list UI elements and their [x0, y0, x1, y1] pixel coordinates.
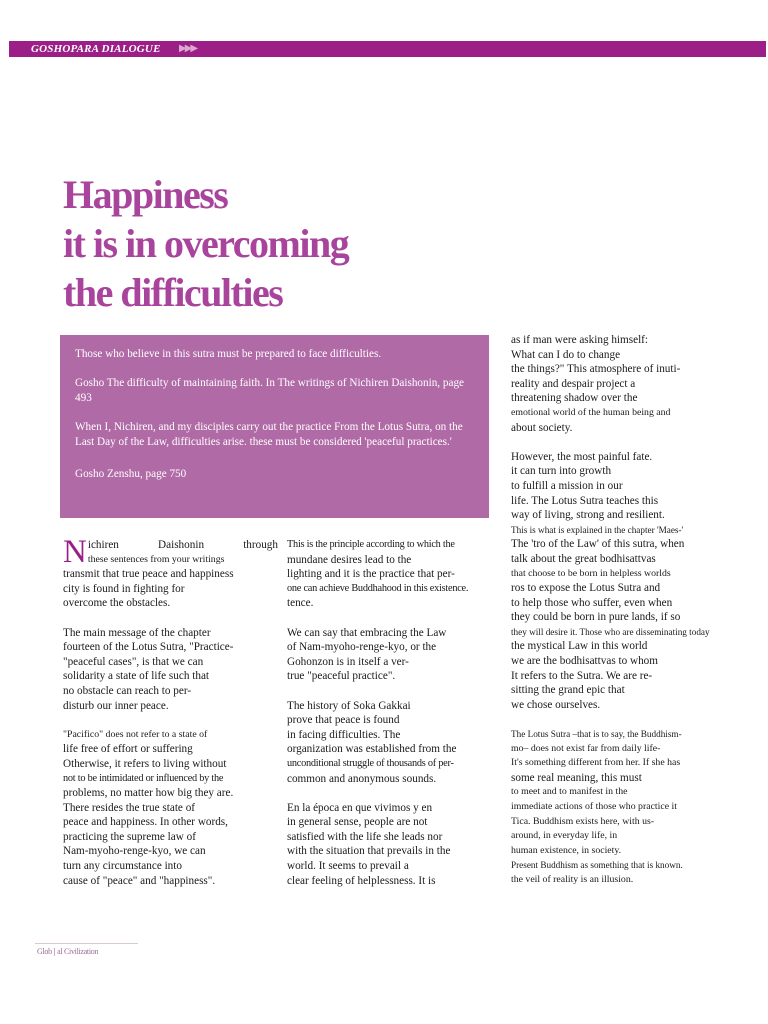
- body-line: organization was established from the: [287, 743, 457, 756]
- body-line: world. It seems to prevail a: [287, 860, 409, 873]
- body-line: tence.: [287, 597, 314, 610]
- body-line: This is what is explained in the chapter 'Maes-': [511, 524, 684, 535]
- quote-paragraph: [75, 420, 475, 450]
- article-column-3: [511, 333, 721, 902]
- body-line: It refers to the Sutra. We are re-: [511, 669, 653, 682]
- quote-paragraph: [75, 347, 475, 362]
- body-line: There resides the true state of: [63, 801, 196, 814]
- body-line: some real meaning, this must: [511, 771, 642, 784]
- quote-source: Gosho Zenshu, page 750: [75, 468, 187, 480]
- body-line: satisfied with the life she leads nor: [287, 830, 443, 843]
- article-column-2: [287, 538, 491, 903]
- body-paragraph: [511, 333, 721, 435]
- quote-line: face difficulties.: [308, 348, 382, 360]
- body-line: However, the most painful fate.: [511, 450, 653, 463]
- body-line: "Pacifico" does not refer to a state of: [63, 728, 208, 740]
- body-line: The Lotus Sutra –that is to say, the Buddhism-: [511, 729, 682, 740]
- body-paragraph: [511, 450, 721, 713]
- body-line: "peaceful cases", is that we can: [63, 655, 204, 668]
- body-paragraph: [287, 699, 491, 787]
- body-line: to fulfill a mission in our: [511, 479, 623, 492]
- body-line: as if man were asking himself:: [511, 334, 649, 346]
- body-line: We can say that embracing the Law: [287, 626, 447, 639]
- footer-brand-right: al Civilization: [57, 947, 99, 956]
- body-line: we chose ourselves.: [511, 698, 601, 711]
- quote-line: From the Lotus Sutra, on the Last Day of the Law, difficulties arise.: [75, 421, 463, 448]
- body-paragraph: [287, 801, 491, 889]
- body-line: life free of effort or suffering: [63, 743, 193, 756]
- body-line: practicing the supreme law of: [63, 830, 196, 843]
- body-line: common and anonymous sounds.: [287, 772, 437, 785]
- body-line: true "peaceful practice".: [287, 670, 396, 683]
- body-line: mo– does not exist far from daily life-: [511, 742, 661, 754]
- body-line: not to be intimidated or influenced by the: [63, 772, 224, 784]
- body-line: Tica. Buddhism exists here, with us-: [511, 815, 655, 827]
- body-paragraph: [63, 728, 278, 889]
- body-line: transmit that true peace and happiness: [63, 568, 234, 581]
- headline-line: Happiness: [63, 172, 228, 217]
- body-line: reality and despair project a: [511, 377, 636, 390]
- body-line: in facing difficulties. The: [287, 728, 401, 741]
- body-line: peace and happiness. In other words,: [63, 816, 228, 829]
- body-line: overcome the obstacles.: [63, 597, 171, 610]
- headline-line: it is in overcoming: [63, 221, 349, 266]
- quote-line: these must be considered 'peaceful practices.': [249, 436, 452, 448]
- triple-arrow-icon: ▶▶▶: [179, 43, 197, 54]
- body-paragraph: [63, 534, 278, 611]
- section-title: GOSHOPARA DIALOGUE: [31, 43, 161, 55]
- body-paragraph: [63, 626, 278, 714]
- body-line: of Nam-myoho-renge-kyo, or the: [287, 641, 437, 654]
- body-line: the veil of reality is an illusion.: [511, 873, 634, 885]
- body-line: Otherwise, it refers to living without: [63, 757, 227, 770]
- body-line: cause of "peace" and "happiness".: [63, 874, 216, 887]
- body-line: turn any circumstance into: [63, 860, 182, 873]
- body-line: Gohonzon is in itself a ver-: [287, 655, 409, 668]
- body-line: to help those who suffer, even when: [511, 596, 673, 609]
- body-line: they could be born in pure lands, if so: [511, 611, 681, 624]
- body-line: with the situation that prevails in the: [287, 845, 451, 858]
- body-line: to meet and to manifest in the: [511, 786, 628, 798]
- body-line: one can achieve Buddhahood in this existence.: [287, 582, 469, 594]
- body-line: they will desire it. Those who are disseminating today: [511, 626, 710, 637]
- body-line: ros to expose the Lotus Sutra and: [511, 582, 661, 595]
- body-line: way of living, strong and resilient.: [511, 509, 665, 522]
- body-line: city is found in fighting for: [63, 582, 185, 595]
- body-line: What can I do to change: [511, 348, 621, 361]
- quote-line: Those who believe in this sutra must be prepared to: [75, 348, 306, 360]
- headline-line: the difficulties: [63, 270, 283, 315]
- footer-brand-left: Glob: [37, 947, 52, 956]
- body-line: It's something different from her. If she has: [511, 757, 681, 769]
- body-line: prove that peace is found: [287, 714, 400, 727]
- body-line: solidarity a state of life such that: [63, 670, 210, 683]
- body-line: fourteen of the Lotus Sutra, "Practice-: [63, 641, 234, 654]
- body-line: problems, no matter how big they are.: [63, 787, 234, 800]
- body-paragraph: [511, 727, 721, 888]
- body-line: Nam-myoho-renge-kyo, we can: [63, 845, 206, 858]
- body-line: En la época en que vivimos y en: [287, 801, 433, 814]
- body-line: human existence, in society.: [511, 844, 622, 856]
- body-line: immediate actions of those who practice it: [511, 801, 677, 812]
- body-line: The history of Soka Gakkai: [287, 699, 411, 712]
- body-line: Present Buddhism as something that is known.: [511, 860, 683, 871]
- body-line: in general sense, people are not: [287, 816, 428, 829]
- article-headline: [63, 170, 348, 317]
- body-line: clear feeling of helplessness. It is: [287, 874, 436, 887]
- body-line: about society.: [511, 421, 573, 434]
- body-line: sitting the grand epic that: [511, 684, 625, 697]
- body-line: no obstacle can reach to per-: [63, 684, 192, 697]
- footer-divider: [35, 943, 138, 944]
- body-line: lighting and it is the practice that per-: [287, 568, 455, 581]
- body-line: we are the bodhisattvas to whom: [511, 655, 658, 668]
- body-line: The main message of the chapter: [63, 626, 211, 639]
- body-line: it can turn into growth: [511, 465, 612, 478]
- body-paragraph: [287, 626, 491, 684]
- article-column-1: [63, 534, 278, 903]
- footer-separator: |: [53, 947, 56, 956]
- quote-line: When I, Nichiren, and my disciples carry out the practice: [75, 421, 332, 433]
- gosho-quote-box: [60, 335, 489, 518]
- quote-citation: [75, 376, 475, 406]
- body-line: unconditional struggle of thousands of per-: [287, 757, 454, 769]
- body-line: around, in everyday life, in: [511, 830, 618, 842]
- body-line: emotional world of the human being and: [511, 406, 671, 418]
- body-line: these sentences from your writings: [87, 553, 225, 565]
- body-line: The 'tro of the Law' of this sutra, when: [511, 538, 685, 551]
- quote-line: Gosho The difficulty of maintaining faith. In The writings of Nichiren: [75, 377, 389, 389]
- section-header-bar: [9, 41, 766, 57]
- magazine-footer: [37, 947, 98, 956]
- body-line: life. The Lotus Sutra teaches this: [511, 494, 659, 507]
- body-line: mundane desires lead to the: [287, 553, 412, 566]
- body-paragraph: [287, 538, 491, 611]
- body-line: the mystical Law in this world: [511, 640, 648, 653]
- body-line: This is the principle according to which the: [287, 539, 455, 550]
- body-line: talk about the great bodhisattvas: [511, 552, 656, 565]
- drop-cap: N: [63, 534, 87, 570]
- quote-line: Daishonin, page 493: [75, 377, 465, 404]
- body-line: disturb our inner peace.: [63, 699, 169, 712]
- body-line: threatening shadow over the: [511, 392, 638, 405]
- body-line: ichiren Daishonin through: [87, 539, 278, 551]
- body-line: that choose to be born in helpless worlds: [511, 567, 671, 579]
- body-line: the things?" This atmosphere of inuti-: [511, 363, 681, 376]
